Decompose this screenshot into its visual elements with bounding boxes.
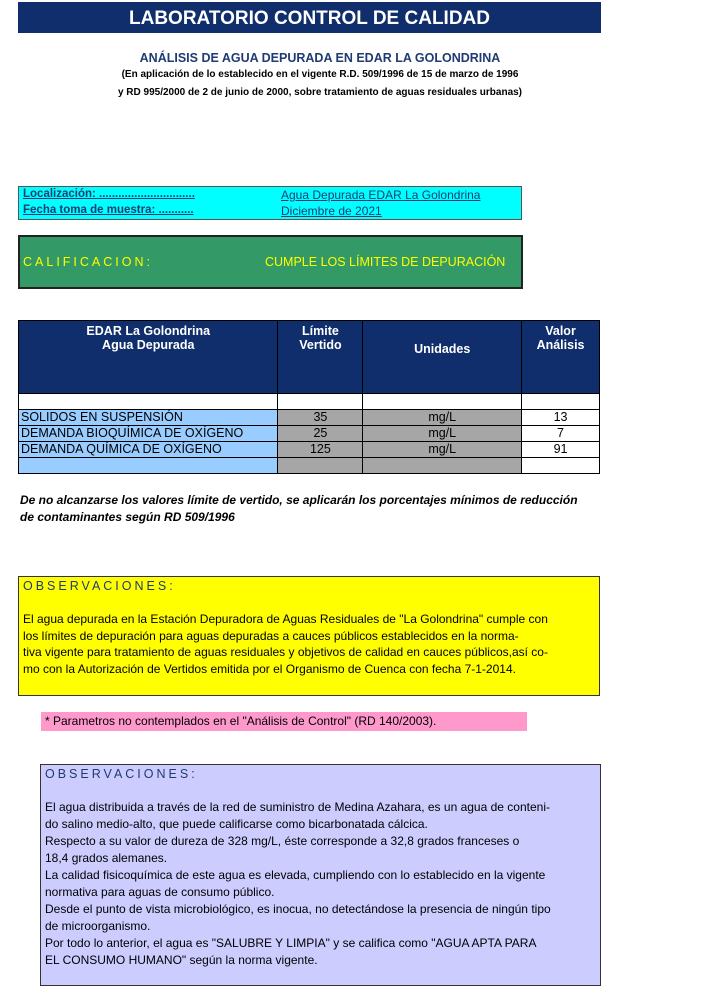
table-row xyxy=(19,458,600,474)
header-parameter-line2: Agua Depurada xyxy=(102,338,195,352)
observations-text-1 xyxy=(23,611,595,677)
sample-date-label: Fecha toma de muestra: ........... xyxy=(23,204,194,216)
limit-cell xyxy=(278,458,363,474)
parameter-cell xyxy=(19,458,278,474)
observations-text-2 xyxy=(45,799,598,969)
value-cell: 91 xyxy=(522,442,600,458)
units-cell: mg/L xyxy=(363,442,522,458)
parameter-cell: DEMANDA BIOQUÍMICA DE OXÍGENO xyxy=(19,426,278,442)
legal-reference-line1: (En aplicación de lo establecido en el vigente R.D. 509/1996 de 15 de marzo de 1996 xyxy=(121,69,519,80)
observation-line: EL CONSUMO HUMANO" según la norma vigente. xyxy=(45,953,318,967)
legal-reference-line2: y RD 995/2000 de 2 de junio de 2000, sobre tratamiento de aguas residuales urbanas) xyxy=(117,87,523,98)
header-units xyxy=(363,321,522,394)
location-value: Agua Depurada EDAR La Golondrina xyxy=(281,188,481,202)
header-parameter-line1: EDAR La Golondrina xyxy=(86,324,211,338)
units-cell: mg/L xyxy=(363,410,522,426)
qualification-value: CUMPLE LOS LÍMITES DE DEPURACIÓN xyxy=(265,255,506,269)
sample-date-value: Diciembre de 2021 xyxy=(281,204,382,218)
legal-note-line1: De no alcanzarse los valores límite de vertido, se aplicarán los porcentajes mínimos de reducción xyxy=(20,493,578,507)
parameter-cell: SOLIDOS EN SUSPENSIÓN xyxy=(19,410,278,426)
observations-box-1 xyxy=(18,576,600,696)
header-parameter xyxy=(19,321,278,394)
value-cell: 13 xyxy=(522,410,600,426)
table-spacer xyxy=(19,394,600,410)
value-cell: 7 xyxy=(522,426,600,442)
observation-line: normativa para aguas de consumo público. xyxy=(45,885,275,899)
location-label: Localización: .............................. xyxy=(23,188,195,200)
qualification-box xyxy=(18,235,523,289)
observations-box-2 xyxy=(40,764,601,986)
parameter-cell: DEMANDA QUÍMICA DE OXÍGENO xyxy=(19,442,278,458)
observation-line: mo con la Autorización de Vertidos emitida por el Organismo de Cuenca con fecha 7-1-2014. xyxy=(23,661,516,676)
results-table xyxy=(18,320,600,474)
header-value-line1: Valor xyxy=(545,324,576,338)
table-row xyxy=(19,410,600,426)
observation-line: los límites de depuración para aguas depuradas a cauces públicos establecidos en la norma- xyxy=(23,628,519,643)
header-value xyxy=(522,321,600,394)
page-title: LABORATORIO CONTROL DE CALIDAD xyxy=(18,2,601,33)
observation-line: El agua depurada en la Estación Depuradora de Aguas Residuales de "La Golondrina" cumple con xyxy=(23,612,548,626)
header-limit-line2: Vertido xyxy=(299,338,342,352)
observation-line: Por todo lo anterior, el agua es "SALUBRE Y LIMPIA" y se califica como "AGUA APTA PARA xyxy=(45,936,537,950)
observation-line: Desde el punto de vista microbiológico, es inocua, no detectándose la presencia de ningún tipo xyxy=(45,902,551,916)
observation-line: do salino medio-alto, que puede calificarse como bicarbonatada cálcica. xyxy=(45,817,428,831)
limit-cell: 25 xyxy=(278,426,363,442)
observations-title-1: OBSERVACIONES: xyxy=(23,579,176,593)
table-row xyxy=(19,442,600,458)
qualification-label: CALIFICACION: xyxy=(23,255,153,269)
observation-line: de microorganismo. xyxy=(45,919,151,933)
value-cell xyxy=(522,458,600,474)
units-cell xyxy=(363,458,522,474)
limit-cell: 125 xyxy=(278,442,363,458)
observation-line: tiva vigente para tratamiento de aguas residuales y objetivos de calidad en cauces públicos,así co- xyxy=(23,645,548,659)
observation-line: La calidad fisicoquímica de este agua es elevada, cumpliendo con lo establecido en la vigente xyxy=(45,868,546,882)
header-value-line2: Análisis xyxy=(536,338,585,352)
observation-line: Respecto a su valor de dureza de 328 mg/L, éste corresponde a 32,8 grados franceses o xyxy=(45,834,520,848)
legal-note xyxy=(20,492,660,526)
report-subtitle: ANÁLISIS DE AGUA DEPURADA EN EDAR LA GOLONDRINA xyxy=(139,51,501,65)
header-units-label: Unidades xyxy=(414,342,471,356)
table-row xyxy=(19,426,600,442)
observations-title-2: OBSERVACIONES: xyxy=(45,767,198,781)
header-limit xyxy=(278,321,363,394)
observation-line: 18,4 grados alemanes. xyxy=(45,851,168,865)
parameters-footnote: * Parametros no contemplados en el "Análisis de Control" (RD 140/2003). xyxy=(41,712,527,731)
limit-cell: 35 xyxy=(278,410,363,426)
observation-line: El agua distribuida a través de la red de suministro de Medina Azahara, es un agua de conteni- xyxy=(45,800,550,814)
table-header-row xyxy=(19,321,600,394)
location-box xyxy=(18,186,522,220)
header-limit-line1: Límite xyxy=(302,324,339,338)
units-cell: mg/L xyxy=(363,426,522,442)
legal-note-line2: de contaminantes según RD 509/1996 xyxy=(20,510,235,524)
